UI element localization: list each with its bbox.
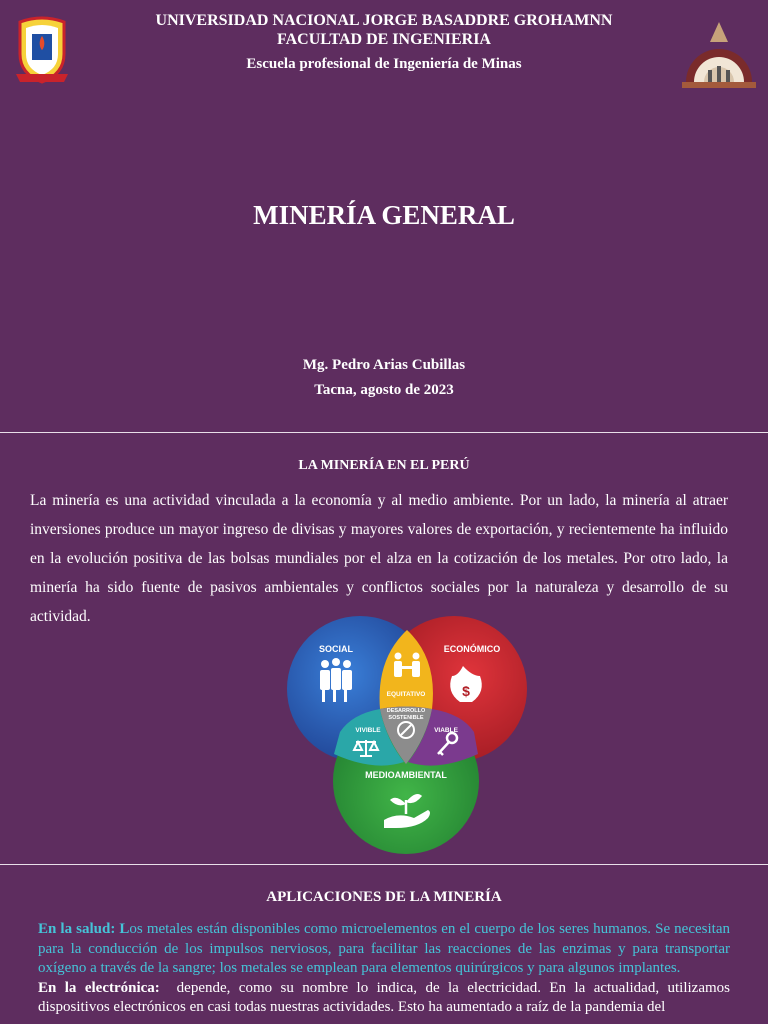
viable-label: VIABLE <box>434 727 458 734</box>
electronica-lead: En la electrónica: <box>38 979 160 996</box>
course-title: MINERÍA GENERAL <box>253 200 515 230</box>
electronica-text: depende, como su nombre lo indica, de la electricidad. En la actualidad, utilizamos dispositivos electrónicos en casi todas nuestras actividades. Esto ha aumentado a raíz de la pandemia del <box>38 979 730 1015</box>
medioambiental-label: MEDIOAMBIENTAL <box>365 770 447 780</box>
electronica-paragraph <box>38 979 730 1018</box>
mineria-peru-slide <box>0 434 768 864</box>
place-date: Tacna, agosto de 2023 <box>314 382 454 398</box>
salud-lead: En la salud: L <box>38 921 130 937</box>
slide-body <box>38 920 730 1018</box>
slide-divider <box>0 864 768 865</box>
salud-paragraph <box>38 920 730 979</box>
desarrollo-label-2: SOSTENIBLE <box>388 715 424 721</box>
desarrollo-label-1: DESARROLLO <box>386 708 426 714</box>
slide-title: APLICACIONES DE LA MINERÍA <box>266 889 502 905</box>
slide-divider <box>0 432 768 433</box>
social-label: SOCIAL <box>318 644 354 654</box>
vivible-label: VIVIBLE <box>355 727 381 734</box>
economico-label: ECONÓMICO <box>443 644 501 654</box>
university-line: UNIVERSIDAD NACIONAL JORGE BASADDRE GROHAMNN <box>155 12 613 29</box>
salud-text: os metales están disponibles como microelementos en el cuerpo de los seres humanos. Se necesitan para la conducción de los impulsos nerviosos, para facilitar las reacciones de las enzimas y para transportar oxígeno a través de la sangre; los metales se emplean para elementos quirúrgicos y para algunos implantes. <box>38 921 730 976</box>
aplicaciones-slide <box>0 866 768 1024</box>
equitativo-label: EQUITATIVO <box>386 691 426 698</box>
sustainability-venn-diagram <box>280 614 532 859</box>
faculty-line: FACULTAD DE INGENIERIA <box>277 31 491 48</box>
school-name: Escuela profesional de Ingeniería de Minas <box>246 56 522 72</box>
slide-title: LA MINERÍA EN EL PERÚ <box>298 458 470 473</box>
author-name: Mg. Pedro Arias Cubillas <box>302 357 466 373</box>
cover-slide <box>0 0 768 432</box>
slide-body: La minería es una actividad vinculada a la economía y al medio ambiente. Por un lado, la minería al atraer inversiones produce un mayor ingreso de divisas y mayores valores de exportación, y recientemente ha influido en la evolución positiva de las bolsas mundiales por el alza en la cotización de los metales. Por otro lado, la minería ha sido fuente de pasivos ambientales y conflictos sociales por la naturaleza y desarrollo de su actividad. <box>30 492 728 625</box>
svg-text:$: $ <box>462 683 470 699</box>
university-name <box>0 11 768 49</box>
